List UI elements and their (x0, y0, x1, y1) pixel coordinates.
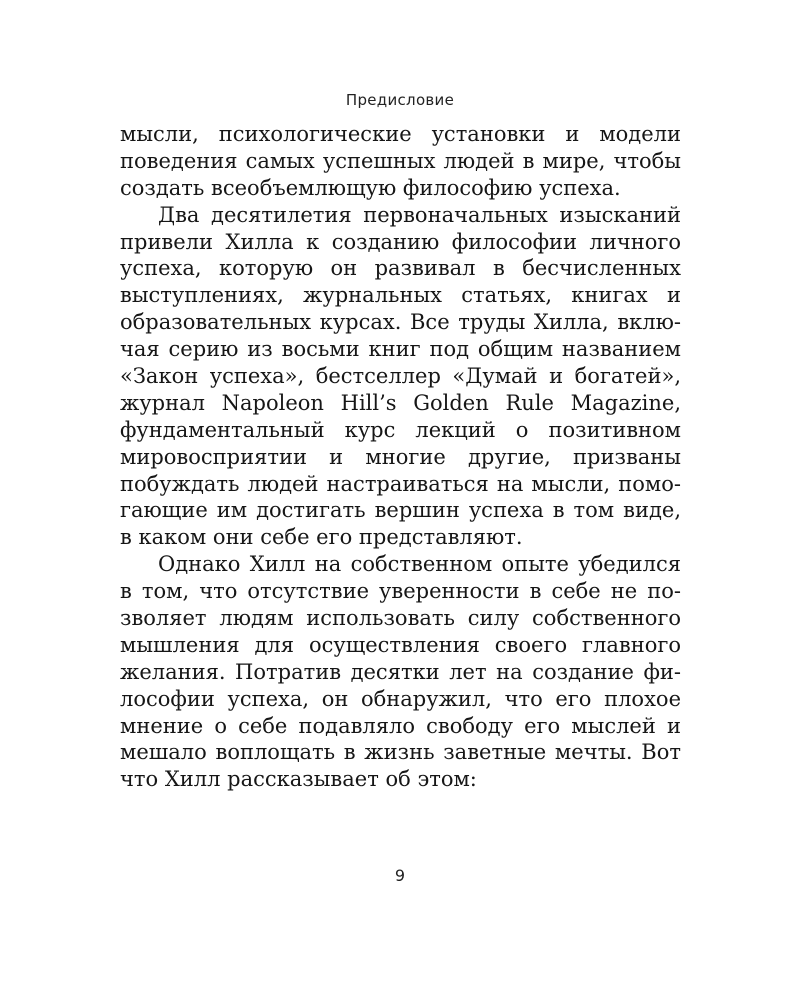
text-line: выступлениях, журнальных статьях, книгах и (120, 283, 681, 308)
running-head: Предисловие (345, 91, 455, 109)
text-line: «Закон успеха», бестселлер «Думай и богатей», (120, 364, 681, 389)
text-line: образовательных курсах. Все труды Хилла, вклю- (120, 310, 681, 335)
text-line: создать всеобъемлющую философию успеха. (120, 175, 621, 200)
text-line: привели Хилла к созданию философии личного (120, 229, 681, 254)
text-line: фундаментальный курс лекций о позитивном (120, 417, 681, 442)
text-line: зволяет людям использовать силу собственного (120, 606, 681, 631)
text-line: лософии успеха, он обнаружил, что его плохое (120, 686, 681, 711)
page-number: 9 (394, 866, 406, 885)
text-line: мировосприятии и многие другие, призваны (120, 444, 681, 469)
body-text (120, 121, 681, 793)
text-line: в каком они себе его представляют. (120, 525, 523, 550)
text-line: Однако Хилл на собственном опыте убедился (158, 552, 681, 577)
text-line: мнение о себе подавляло свободу его мыслей и (120, 713, 681, 738)
text-line: успеха, которую он развивал в бесчисленных (120, 256, 681, 281)
text-line: мышления для осуществления своего главного (120, 632, 681, 657)
text-line: журнал Napoleon Hill’s Golden Rule Magazine, (120, 390, 681, 415)
text-line: побуждать людей настраиваться на мысли, помо- (120, 471, 681, 496)
text-line: поведения самых успешных людей в мире, чтобы (120, 148, 681, 173)
text-line: в том, что отсутствие уверенности в себе не по- (120, 579, 681, 604)
text-line: чая серию из восьми книг под общим названием (120, 337, 681, 362)
text-line: Два десятилетия первоначальных изысканий (158, 202, 681, 227)
text-line: мешало воплощать в жизнь заветные мечты. Вот (120, 740, 681, 765)
text-line: гающие им достигать вершин успеха в том виде, (120, 498, 681, 523)
text-line: что Хилл рассказывает об этом: (120, 767, 477, 792)
text-line: мысли, психологические установки и модели (120, 122, 681, 146)
text-line: желания. Потратив десятки лет на создание фи- (120, 659, 681, 684)
